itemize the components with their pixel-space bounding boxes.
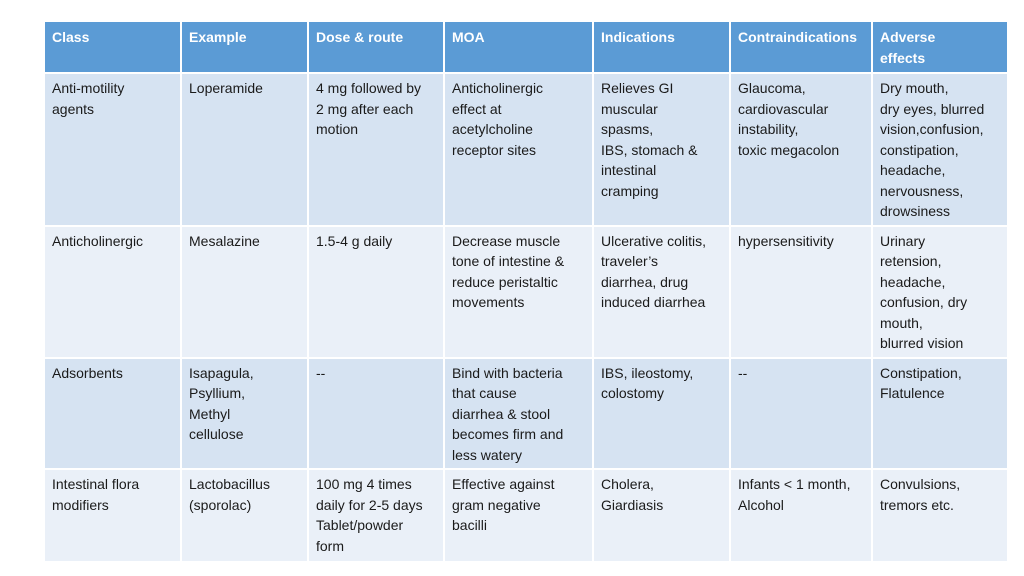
table-row (45, 470, 1007, 561)
cell-adverse-effects: Convulsions, tremors etc. (873, 470, 1007, 561)
header-moa: MOA (445, 22, 592, 72)
antidiarrheal-drug-table (43, 20, 1009, 563)
cell-indications: Ulcerative colitis, traveler’s diarrhea, drug induced diarrhea (594, 227, 729, 357)
header-dose-route: Dose & route (309, 22, 443, 72)
header-indications: Indications (594, 22, 729, 72)
cell-class: Anticholinergic (45, 227, 180, 357)
cell-contraindications: -- (731, 359, 871, 469)
cell-example: Loperamide (182, 74, 307, 225)
table-header-row (45, 22, 1007, 72)
header-example: Example (182, 22, 307, 72)
drug-table-container (43, 20, 1007, 563)
cell-dose-route: 1.5-4 g daily (309, 227, 443, 357)
cell-dose-route: 4 mg followed by 2 mg after each motion (309, 74, 443, 225)
cell-indications: Cholera, Giardiasis (594, 470, 729, 561)
cell-example: Lactobacillus (sporolac) (182, 470, 307, 561)
cell-contraindications: hypersensitivity (731, 227, 871, 357)
cell-moa: Anticholinergic effect at acetylcholine receptor sites (445, 74, 592, 225)
header-adverse-effects: Adverse effects (873, 22, 1007, 72)
cell-adverse-effects: Urinary retension, headache, confusion, dry mouth, blurred vision (873, 227, 1007, 357)
cell-class: Adsorbents (45, 359, 180, 469)
cell-example: Mesalazine (182, 227, 307, 357)
cell-indications: IBS, ileostomy, colostomy (594, 359, 729, 469)
cell-moa: Bind with bacteria that cause diarrhea & stool becomes firm and less watery (445, 359, 592, 469)
cell-moa: Effective against gram negative bacilli (445, 470, 592, 561)
cell-class: Anti-motility agents (45, 74, 180, 225)
cell-dose-route: 100 mg 4 times daily for 2-5 days Tablet/powder form (309, 470, 443, 561)
cell-contraindications: Glaucoma, cardiovascular instability, toxic megacolon (731, 74, 871, 225)
cell-adverse-effects: Dry mouth, dry eyes, blurred vision,confusion, constipation, headache, nervousness, drowsiness (873, 74, 1007, 225)
header-class: Class (45, 22, 180, 72)
cell-example: Isapagula, Psyllium, Methyl cellulose (182, 359, 307, 469)
cell-dose-route: -- (309, 359, 443, 469)
cell-indications: Relieves GI muscular spasms, IBS, stomach & intestinal cramping (594, 74, 729, 225)
cell-contraindications: Infants < 1 month, Alcohol (731, 470, 871, 561)
cell-class: Intestinal flora modifiers (45, 470, 180, 561)
table-row (45, 74, 1007, 225)
header-contraindications: Contraindications (731, 22, 871, 72)
cell-adverse-effects: Constipation, Flatulence (873, 359, 1007, 469)
cell-moa: Decrease muscle tone of intestine & reduce peristaltic movements (445, 227, 592, 357)
table-row (45, 359, 1007, 469)
table-row (45, 227, 1007, 357)
